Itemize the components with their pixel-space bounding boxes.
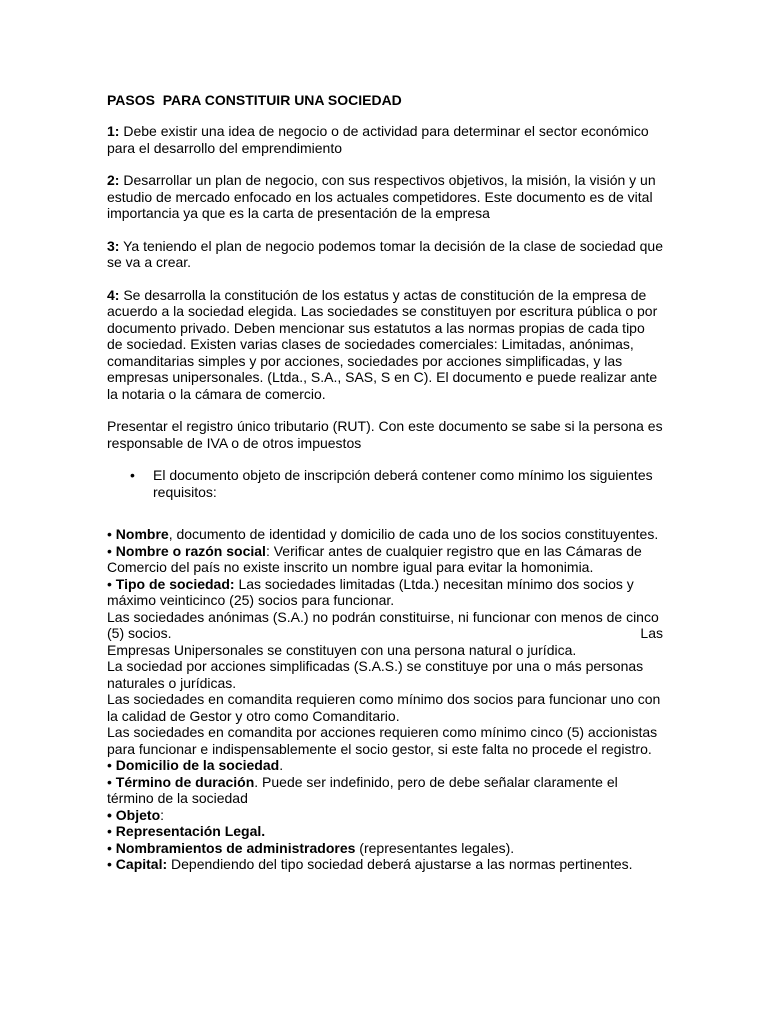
step-number: 1: (107, 123, 120, 139)
step-text: Ya teniendo el plan de negocio podemos tomar la decisión de la clase de sociedad que se va a crear. (107, 237, 663, 270)
req-bullet: • (107, 823, 116, 839)
step-number: 3: (107, 237, 120, 254)
req-bullet: • (107, 856, 116, 872)
anonimas-split-line (107, 625, 663, 642)
unipersonales-line: Empresas Unipersonales se constituyen con una persona natural o jurídica. (107, 641, 577, 658)
req-razon-social (107, 543, 663, 576)
req-lead: Tipo de sociedad: (115, 575, 235, 592)
anonimas-las: Las (640, 625, 663, 641)
step-text: Debe existir una idea de negocio o de actividad para determinar el sector económico para el desarrollo del emprendimiento (107, 123, 649, 156)
step-2 (107, 172, 663, 222)
req-bullet: • (107, 542, 116, 559)
rut-paragraph: Presentar el registro único tributario (RUT). Con este documento se sabe si la persona es responsable de IVA o de otros impuestos (107, 418, 663, 451)
req-text: , documento de identidad y domicilio de cada uno de los socios constituyentes. (168, 526, 659, 542)
step-number: 4: (107, 286, 120, 303)
req-lead: Domicilio de la sociedad (115, 757, 280, 773)
req-lead: Nombre o razón social (115, 542, 266, 559)
req-text: . (279, 757, 284, 773)
comandita-acciones-paragraph: Las sociedades en comandita por acciones requieren como mínimo cinco (5) accionistas para funcionar e indispensablemente el socio gestor, si este falta no procede el registro. (107, 724, 658, 757)
req-lead: Nombramientos de administradores (115, 839, 356, 856)
req-text: . Puede ser indefinido, pero de debe señalar claramente el término de la sociedad (107, 773, 618, 806)
req-lead: Término de duración (115, 773, 255, 790)
req-lead: Representación Legal. (115, 823, 266, 839)
step-3 (107, 238, 663, 271)
document-body (107, 92, 663, 873)
anonimas-socios: (5) socios. (107, 625, 172, 641)
req-objeto (107, 807, 663, 824)
req-text: Dependiendo del tipo sociedad deberá ajustarse a las normas pertinentes. (167, 856, 633, 872)
step-text: Desarrollar un plan de negocio, con sus respectivos objetivos, la misión, la visión y un estudio de mercado enfocado en los actuales competidores. Este documento es de vital importancia ya que es la carta de presentación de la empresa (107, 172, 656, 221)
req-capital (107, 856, 663, 873)
req-duracion (107, 774, 663, 807)
req-bullet: • (107, 773, 116, 790)
req-text: : (160, 806, 165, 823)
req-text: : Verificar antes de cualquier registro que en las Cámaras de Comercio del país no existe inscrito un nombre igual para evitar la homonimia. (107, 542, 642, 575)
req-text: (representantes legales). (355, 839, 515, 856)
req-representacion (107, 823, 663, 840)
req-domicilio (107, 757, 663, 774)
document-title: PASOS PARA CONSTITUIR UNA SOCIEDAD (107, 92, 402, 108)
step-4 (107, 287, 663, 403)
req-bullet: • (107, 839, 116, 856)
sas-paragraph: La sociedad por acciones simplificadas (S.A.S.) se constituye por una o más personas naturales o jurídicas. (107, 658, 644, 691)
req-text: Las sociedades limitadas (Ltda.) necesitan mínimo dos socios y máximo veinticinco (25) socios para funcionar. (107, 575, 634, 608)
req-lead: Nombre (115, 526, 169, 542)
requirements-intro (107, 467, 663, 500)
req-bullet: • (107, 757, 116, 773)
req-bullet: • (107, 526, 116, 542)
req-nombramientos (107, 840, 663, 857)
req-bullet: • (107, 575, 116, 592)
comandita-paragraph: Las sociedades en comandita requieren como mínimo dos socios para funcionar uno con la calidad de Gestor y otro como Comanditario. (107, 691, 661, 724)
requirements-intro-text: El documento objeto de inscripción deberá contener como mínimo los siguientes requisitos: (153, 467, 653, 500)
req-lead: Capital: (115, 856, 168, 872)
step-number: 2: (107, 172, 120, 188)
step-1 (107, 123, 663, 156)
step-text: Se desarrolla la constitución de los estatus y actas de constitución de la empresa de acuerdo a la sociedad elegida. Las sociedades se constituyen por escritura pública o por documento privado. Deben mencionar sus estatutos a las normas propias de cada tipo de sociedad. Existen varias clases de sociedades comerciales: Limitadas, anónimas, comanditarias simples y por acciones, sociedades por acciones simplificadas, y las empresas unipersonales. (Ltda., S.A., SAS, S en C). El documento e puede realizar ante la notaria o la cámara de comercio. (107, 286, 658, 402)
bullet-icon: • (130, 467, 135, 483)
req-nombre (107, 526, 663, 543)
req-tipo-sociedad (107, 576, 663, 609)
anonimas-line: Las sociedades anónimas (S.A.) no podrán constituirse, ni funcionar con menos de cinco (107, 608, 659, 625)
req-lead: • Objeto (107, 806, 161, 823)
